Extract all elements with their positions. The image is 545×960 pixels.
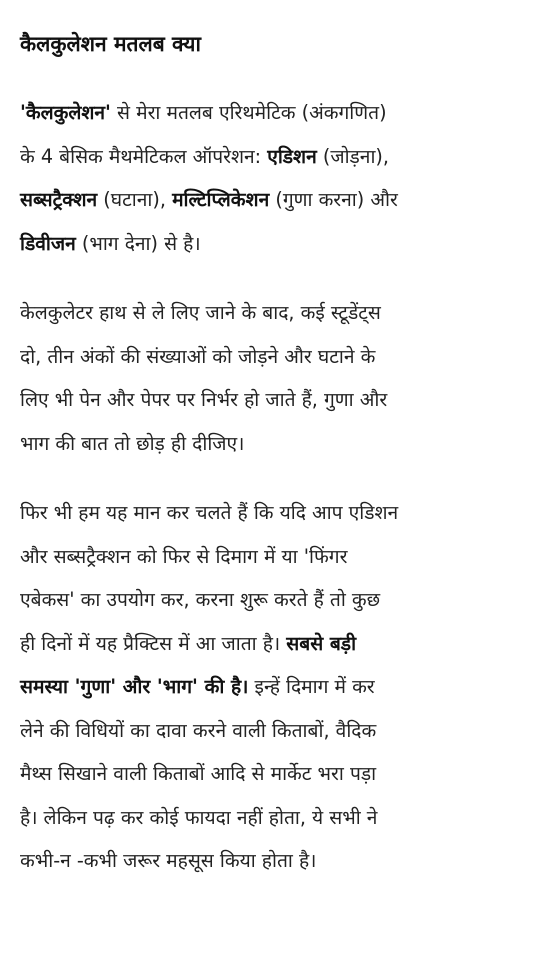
bold-text: सबसे बड़ी — [286, 631, 357, 655]
paragraph-calculation-meaning — [20, 91, 528, 265]
text-line — [20, 222, 528, 266]
text: केलकुलेटर हाथ से ले लिए जाने के बाद, कई स्टूडेंट्स — [20, 301, 381, 324]
text: फिर भी हम यह मान कर चलते हैं कि यदि आप एडिशन — [20, 501, 399, 524]
article-heading: कैलकुलेशन मतलब क्या — [20, 32, 201, 56]
bold-text: 'कैलकुलेशन' — [20, 101, 111, 124]
text-line — [20, 178, 528, 222]
text-line — [20, 422, 528, 466]
text: (गुणा करना) और — [269, 188, 398, 211]
text: ही दिनों में यह प्रैक्टिस में आ जाता है। — [20, 631, 287, 655]
text: (जोड़ना), — [316, 144, 390, 168]
bold-text: समस्या 'गुणा' और 'भाग' की है। — [20, 675, 249, 698]
text-line — [20, 91, 528, 135]
paragraph-calculator-dependence — [20, 291, 528, 465]
text: इन्हें दिमाग में कर — [248, 675, 375, 698]
text-line — [20, 135, 528, 179]
text-line — [20, 578, 528, 622]
text: से मेरा मतलब एरिथमेटिक (अंकगणित) — [110, 101, 387, 124]
text-line — [20, 839, 528, 883]
bold-text: मल्टिप्लिकेशन — [172, 188, 270, 211]
text: भाग की बात तो छोड़ ही दीजिए। — [20, 431, 245, 455]
text: है। लेकिन पढ़ कर कोई फायदा नहीं होता, ये सभी ने — [20, 805, 378, 829]
text-line — [20, 491, 528, 535]
text-line — [20, 335, 528, 379]
bold-text: डिवीजन — [20, 231, 76, 255]
text: लिए भी पेन और पेपर पर निर्भर हो जाते हैं, गुणा और — [20, 388, 388, 411]
text-line — [20, 709, 528, 753]
text: लेने की विधियों का दावा करने वाली किताबों, वैदिक — [20, 718, 377, 742]
text: और सब्सट्रैक्शन को फिर से दिमाग में या 'फिंगर — [20, 544, 348, 568]
article — [20, 22, 528, 909]
text-line — [20, 796, 528, 840]
text: (घटाना), — [97, 188, 173, 211]
text-line — [20, 291, 528, 335]
text: दो, तीन अंकों की संख्याओं को जोड़ने और घटाने के — [20, 344, 376, 368]
text-line — [20, 665, 528, 709]
text-line — [20, 535, 528, 579]
text: एबेकस' का उपयोग कर, करना शुरू करते हैं तो कुछ — [20, 588, 381, 611]
text: (भाग देना) से है। — [75, 231, 201, 255]
text: मैथ्स सिखाने वाली किताबों आदि से मार्केट भरा पड़ा — [20, 762, 377, 785]
text-line — [20, 378, 528, 422]
text: कभी-न -कभी जरूर महसूस किया होता है। — [20, 849, 317, 872]
text-line — [20, 622, 528, 666]
text-line — [20, 752, 528, 796]
bold-text: सब्सट्रैक्शन — [20, 188, 98, 211]
text: के 4 बेसिक मैथमेटिकल ऑपरेशन: — [20, 144, 268, 168]
bold-text: एडिशन — [267, 144, 317, 168]
paragraph-multiplication-division-problem — [20, 491, 528, 883]
